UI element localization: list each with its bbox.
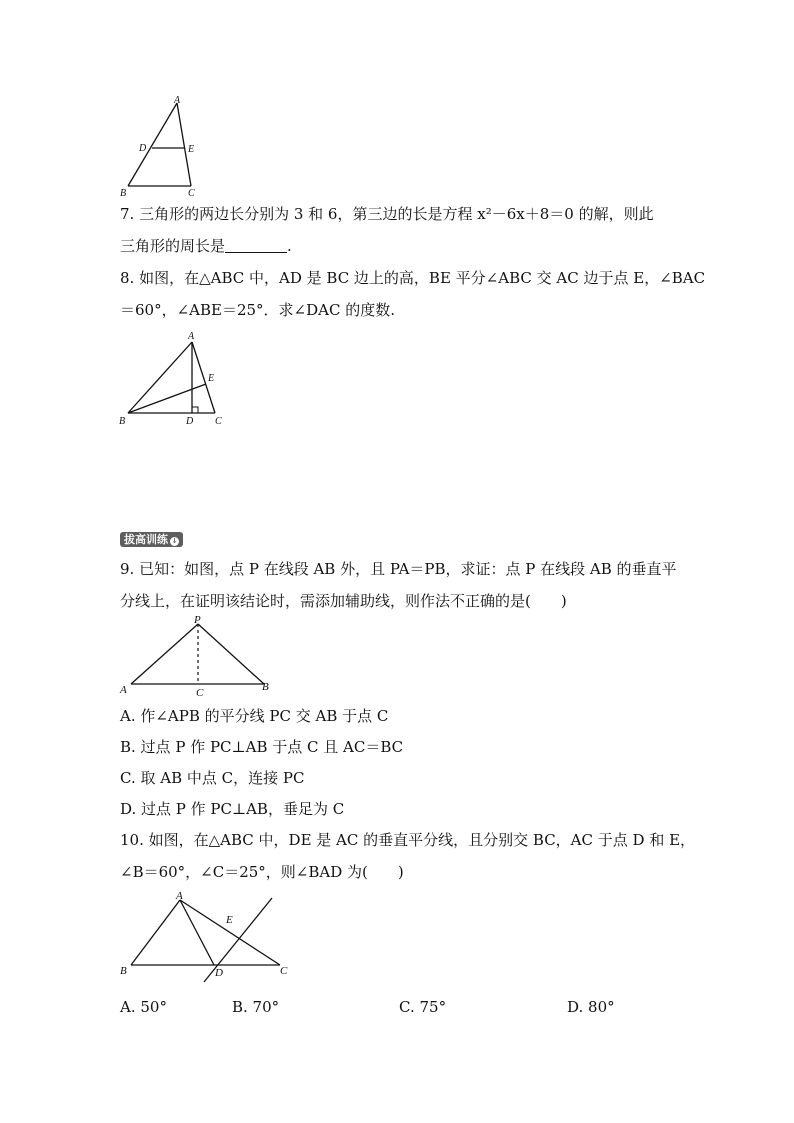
q7-line2 <box>120 236 292 256</box>
q10-line1: 10. 如图，在△ABC 中，DE 是 AC 的垂直平分线，且分别交 BC，AC 于点 D 和 E， <box>120 831 696 849</box>
q9-option-c[interactable]: C. 取 AB 中点 C，连接 PC <box>120 769 305 787</box>
label-a: A <box>176 890 183 902</box>
label-a: A <box>120 684 127 696</box>
arrow-down-icon: ↓ <box>171 537 178 545</box>
q7-line2-end: . <box>287 237 292 255</box>
label-d: D <box>186 416 194 427</box>
q8-line1: 8. 如图，在△ABC 中，AD 是 BC 边上的高，BE 平分∠ABC 交 AC 边于点 E，∠BAC <box>120 269 706 287</box>
label-e: E <box>226 914 233 926</box>
label-c: C <box>215 416 222 427</box>
label-a: A <box>188 331 195 342</box>
figure-q9 <box>115 612 285 702</box>
label-b: B <box>262 681 269 693</box>
label-c: C <box>188 188 195 199</box>
label-b: B <box>119 416 126 427</box>
label-a: A <box>174 95 181 106</box>
q10-option-d[interactable]: D. 80° <box>567 998 615 1016</box>
q7-line1: 7. 三角形的两边长分别为 3 和 6，第三边的长是方程 x²－6x＋8＝0 的解，则此 <box>120 205 654 223</box>
figure-triangle-de <box>115 95 205 200</box>
figure-q10 <box>115 890 300 985</box>
q10-line2: ∠B＝60°，∠C＝25°，则∠BAD 为( ) <box>120 863 404 881</box>
label-d: D <box>215 967 223 979</box>
label-p: P <box>194 614 201 626</box>
q8-line2: ＝60°，∠ABE＝25°．求∠DAC 的度数. <box>120 301 395 319</box>
label-d: D <box>139 143 147 154</box>
q10-option-c[interactable]: C. 75° <box>399 998 447 1016</box>
q9-option-b[interactable]: B. 过点 P 作 PC⊥AB 于点 C 且 AC＝BC <box>120 738 404 756</box>
answer-blank[interactable] <box>225 238 287 253</box>
label-e: E <box>208 373 215 384</box>
section-badge <box>120 532 183 547</box>
q10-option-a[interactable]: A. 50° <box>120 998 167 1016</box>
label-b: B <box>120 965 127 977</box>
label-c: C <box>196 687 204 699</box>
q9-option-d[interactable]: D. 过点 P 作 PC⊥AB，垂足为 C <box>120 800 345 818</box>
q9-line2: 分线上，在证明该结论时，需添加辅助线，则作法不正确的是( ) <box>120 592 567 610</box>
label-c: C <box>280 965 288 977</box>
label-e: E <box>188 144 195 155</box>
q10-option-b[interactable]: B. 70° <box>232 998 280 1016</box>
q7-line2-text: 三角形的周长是 <box>120 237 226 255</box>
q9-option-a[interactable]: A. 作∠APB 的平分线 PC 交 AB 于点 C <box>120 707 389 725</box>
section-label: 拔高训练 <box>124 533 168 546</box>
figure-q8 <box>115 330 235 430</box>
q9-line1: 9. 已知：如图，点 P 在线段 AB 外，且 PA＝PB，求证：点 P 在线段 AB 的垂直平 <box>120 560 677 578</box>
label-b: B <box>120 188 127 199</box>
